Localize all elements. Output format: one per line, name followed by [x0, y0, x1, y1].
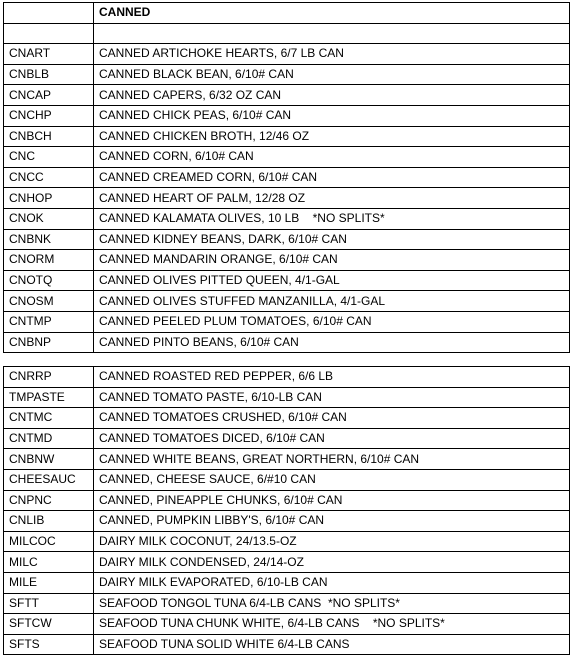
header-row: [4, 3, 570, 24]
item-description: CANNED PEELED PLUM TOMATOES, 6/10# CAN: [94, 311, 570, 332]
item-code: CNBLB: [4, 64, 94, 85]
item-code: SFTS: [4, 634, 94, 655]
table-row: [4, 188, 570, 209]
table-row: [4, 614, 570, 635]
item-description: DAIRY MILK CONDENSED, 24/14-OZ: [94, 552, 570, 573]
item-description: CANNED CAPERS, 6/32 OZ CAN: [94, 85, 570, 106]
table-row: [4, 167, 570, 188]
item-code: CNORM: [4, 250, 94, 271]
table-row: [4, 408, 570, 429]
item-description: SEAFOOD TONGOL TUNA 6/4-LB CANS *NO SPLITS*: [94, 593, 570, 614]
item-description: CANNED ROASTED RED PEPPER, 6/6 LB: [94, 367, 570, 388]
item-description: CANNED CHICKEN BROTH, 12/46 OZ: [94, 126, 570, 147]
table-row: [4, 126, 570, 147]
item-code: CNCC: [4, 167, 94, 188]
item-description: CANNED HEART OF PALM, 12/28 OZ: [94, 188, 570, 209]
item-code: CNOTQ: [4, 270, 94, 291]
blank-desc-cell: [94, 23, 570, 44]
item-code: MILE: [4, 572, 94, 593]
item-code: CNOK: [4, 208, 94, 229]
section-title: CANNED: [94, 3, 570, 24]
table-row: [4, 208, 570, 229]
item-code: CNTMD: [4, 428, 94, 449]
item-description: SEAFOOD TUNA CHUNK WHITE, 6/4-LB CANS *NO SPLITS*: [94, 614, 570, 635]
item-description: CANNED CHICK PEAS, 6/10# CAN: [94, 105, 570, 126]
item-description: DAIRY MILK EVAPORATED, 6/10-LB CAN: [94, 572, 570, 593]
table-row: [4, 367, 570, 388]
table-row: [4, 147, 570, 168]
item-code: SFTT: [4, 593, 94, 614]
item-code: CNBNK: [4, 229, 94, 250]
table-row: [4, 44, 570, 65]
table-row: [4, 64, 570, 85]
blank-row: [4, 23, 570, 44]
item-description: DAIRY MILK COCONUT, 24/13.5-OZ: [94, 531, 570, 552]
header-code-cell: [4, 3, 94, 24]
item-description: CANNED KIDNEY BEANS, DARK, 6/10# CAN: [94, 229, 570, 250]
item-description: CANNED, PINEAPPLE CHUNKS, 6/10# CAN: [94, 490, 570, 511]
table-row: [4, 593, 570, 614]
item-description: CANNED OLIVES STUFFED MANZANILLA, 4/1-GAL: [94, 291, 570, 312]
item-code: MILC: [4, 552, 94, 573]
table-row: [4, 634, 570, 655]
item-description: CANNED TOMATOES CRUSHED, 6/10# CAN: [94, 408, 570, 429]
table-row: [4, 229, 570, 250]
table-row: [4, 270, 570, 291]
item-description: CANNED, CHEESE SAUCE, 6/#10 CAN: [94, 469, 570, 490]
blank-code-cell: [4, 23, 94, 44]
item-code: CNLIB: [4, 511, 94, 532]
item-code: CNCAP: [4, 85, 94, 106]
item-code: CNTMP: [4, 311, 94, 332]
item-description: CANNED MANDARIN ORANGE, 6/10# CAN: [94, 250, 570, 271]
item-code: CNBNW: [4, 449, 94, 470]
item-code: TMPASTE: [4, 387, 94, 408]
table-row: [4, 250, 570, 271]
item-code: CNPNC: [4, 490, 94, 511]
item-description: CANNED BLACK BEAN, 6/10# CAN: [94, 64, 570, 85]
item-code: CNCHP: [4, 105, 94, 126]
item-description: CANNED, PUMPKIN LIBBY'S, 6/10# CAN: [94, 511, 570, 532]
item-code: CNRRP: [4, 367, 94, 388]
table-row: [4, 531, 570, 552]
item-code: CNC: [4, 147, 94, 168]
item-description: CANNED TOMATOES DICED, 6/10# CAN: [94, 428, 570, 449]
item-code: SFTCW: [4, 614, 94, 635]
table-row: [4, 85, 570, 106]
item-description: CANNED KALAMATA OLIVES, 10 LB *NO SPLITS*: [94, 208, 570, 229]
item-description: CANNED ARTICHOKE HEARTS, 6/7 LB CAN: [94, 44, 570, 65]
item-code: CHEESAUC: [4, 469, 94, 490]
item-description: CANNED TOMATO PASTE, 6/10-LB CAN: [94, 387, 570, 408]
table-row: [4, 449, 570, 470]
table-row: [4, 105, 570, 126]
table-row: [4, 428, 570, 449]
item-description: SEAFOOD TUNA SOLID WHITE 6/4-LB CANS: [94, 634, 570, 655]
item-code: CNBNP: [4, 332, 94, 353]
item-code: CNBCH: [4, 126, 94, 147]
item-description: CANNED WHITE BEANS, GREAT NORTHERN, 6/10# CAN: [94, 449, 570, 470]
product-table-top: [3, 2, 570, 353]
item-description: CANNED PINTO BEANS, 6/10# CAN: [94, 332, 570, 353]
table-row: [4, 552, 570, 573]
item-description: CANNED CREAMED CORN, 6/10# CAN: [94, 167, 570, 188]
table-row: [4, 572, 570, 593]
table-row: [4, 387, 570, 408]
item-description: CANNED OLIVES PITTED QUEEN, 4/1-GAL: [94, 270, 570, 291]
item-code: CNHOP: [4, 188, 94, 209]
table-row: [4, 311, 570, 332]
product-table-bottom: [3, 366, 570, 655]
item-code: CNART: [4, 44, 94, 65]
table-row: [4, 332, 570, 353]
item-description: CANNED CORN, 6/10# CAN: [94, 147, 570, 168]
table-row: [4, 291, 570, 312]
table-row: [4, 469, 570, 490]
item-code: MILCOC: [4, 531, 94, 552]
table-row: [4, 511, 570, 532]
item-code: CNOSM: [4, 291, 94, 312]
table-row: [4, 490, 570, 511]
item-code: CNTMC: [4, 408, 94, 429]
